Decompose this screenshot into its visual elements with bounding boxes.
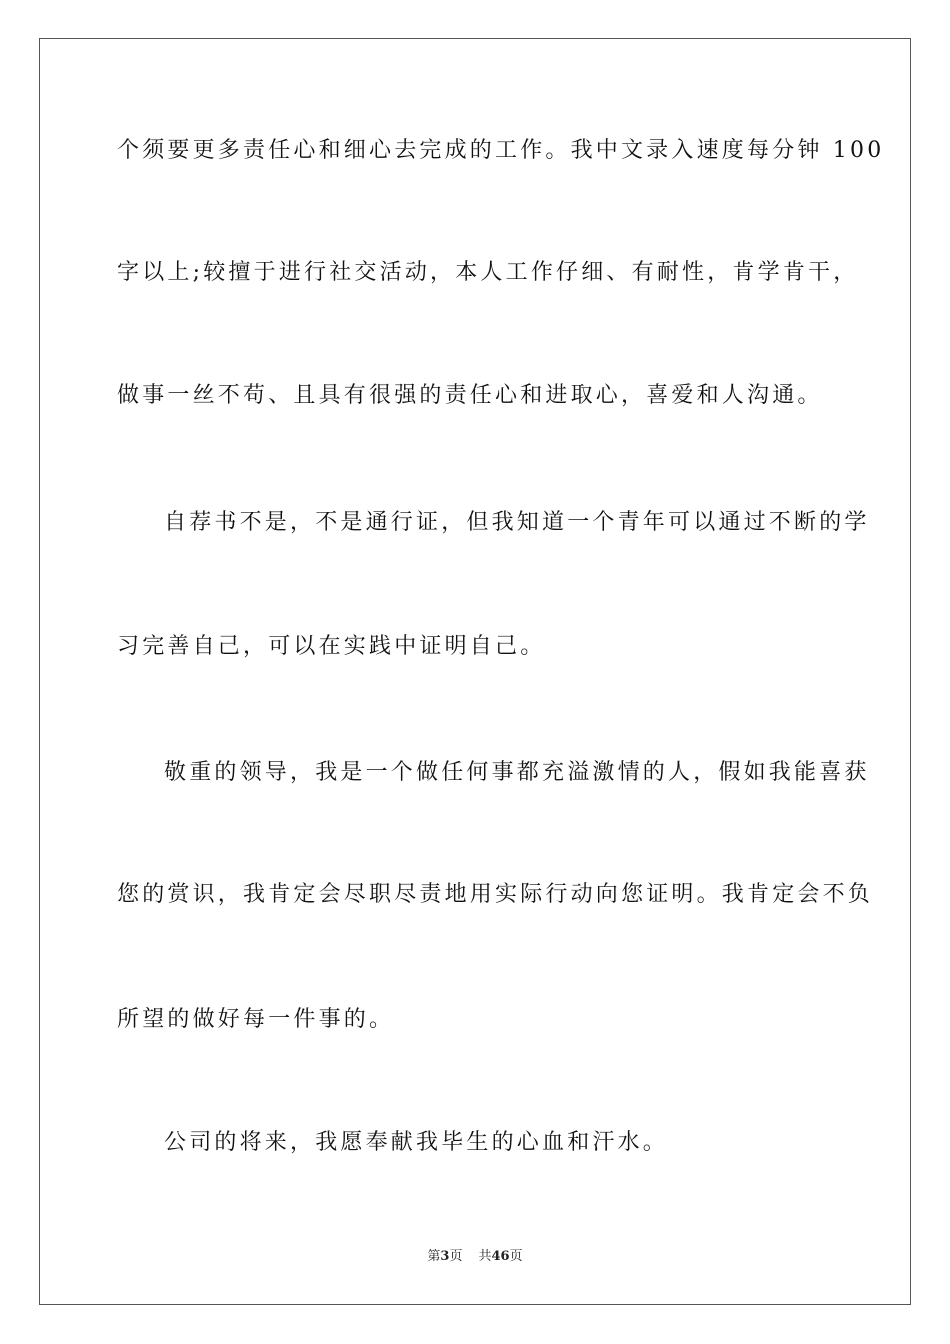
paragraph-company-future: 公司的将来，我愿奉献我毕生的心血和汗水。 xyxy=(164,1130,669,1155)
footer-total-prefix: 共 xyxy=(478,1249,492,1264)
page-border xyxy=(39,38,911,1305)
footer-total-pages: 46 xyxy=(491,1249,510,1264)
text-line-5: 习完善自己，可以在实践中证明自己。 xyxy=(117,634,546,659)
text-line-2: 字以上;较擅于进行社交活动，本人工作仔细、有耐性，肯学肯干， xyxy=(117,260,859,285)
footer-total-suffix: 页 xyxy=(509,1249,523,1264)
footer-page-number: 3 xyxy=(440,1249,450,1264)
paragraph-self-recommendation: 自荐书不是，不是通行证，但我知道一个青年可以通过不断的学 xyxy=(164,510,870,535)
text-line-3: 做事一丝不苟、且具有很强的责任心和进取心，喜爱和人沟通。 xyxy=(117,383,823,408)
text-line-7: 您的赏识，我肯定会尽职尽责地用实际行动向您证明。我肯定会不负 xyxy=(117,882,874,907)
footer-page-suffix: 页 xyxy=(449,1249,463,1264)
text-line-8: 所望的做好每一件事的。 xyxy=(117,1007,395,1032)
paragraph-dear-leader: 敬重的领导，我是一个做任何事都充溢激情的人，假如我能喜获 xyxy=(164,760,870,785)
text-line-1: 个须要更多责任心和细心去完成的工作。我中文录入速度每分钟 100 xyxy=(117,138,885,163)
footer-page-prefix: 第 xyxy=(427,1249,441,1264)
page-footer xyxy=(0,1248,950,1266)
